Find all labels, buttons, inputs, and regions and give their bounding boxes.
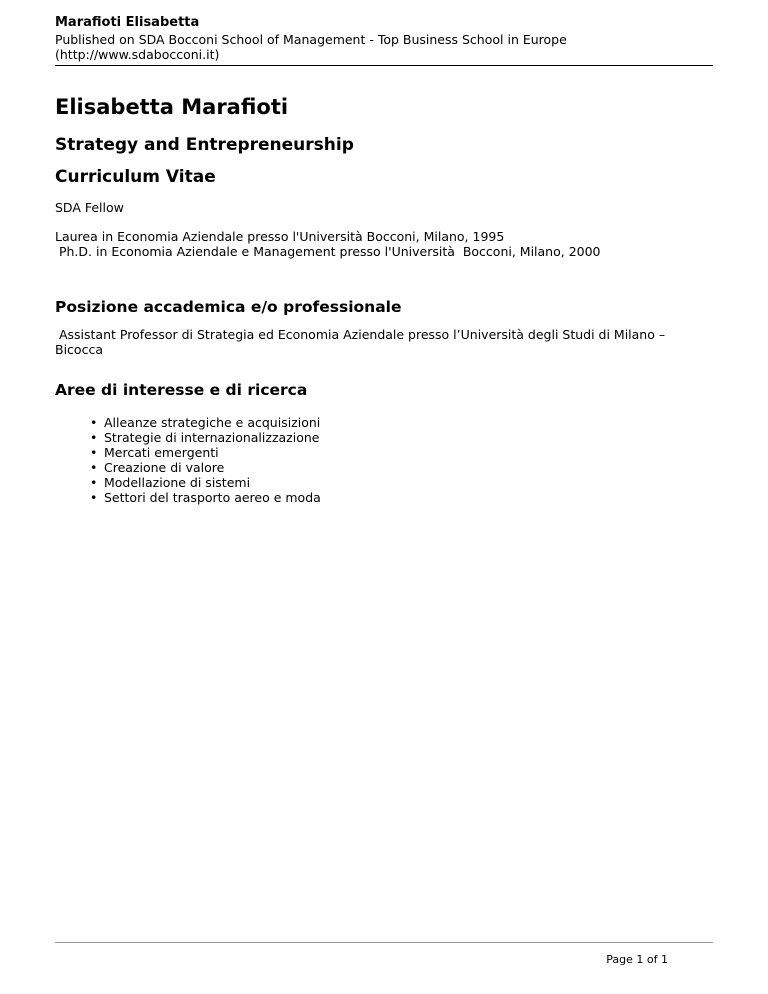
degree-line: Laurea in Economia Aziendale presso l'Università Bocconi, Milano, 1995 xyxy=(55,229,505,244)
position-heading: Posizione accademica e/o professionale xyxy=(55,298,402,316)
list-item-label: Modellazione di sistemi xyxy=(104,475,251,490)
bullet-icon: • xyxy=(90,460,98,475)
position-line: Assistant Professor di Strategia ed Economia Aziendale presso l’Università degli Studi di Milano – xyxy=(55,327,666,342)
page-title: Elisabetta Marafioti xyxy=(55,95,289,119)
list-item xyxy=(55,415,321,430)
list-item-label: Alleanze strategiche e acquisizioni xyxy=(104,415,321,430)
footer-divider xyxy=(55,942,713,943)
list-item-label: Settori del trasporto aereo e moda xyxy=(104,490,321,505)
interests-list xyxy=(55,415,321,505)
list-item xyxy=(55,430,321,445)
list-item-label: Strategie di internazionalizzazione xyxy=(104,430,320,445)
list-item xyxy=(55,490,321,505)
bullet-icon: • xyxy=(90,475,98,490)
interests-heading: Aree di interesse e di ricerca xyxy=(55,381,308,399)
bullet-icon: • xyxy=(90,445,98,460)
list-item-label: Creazione di valore xyxy=(104,460,225,475)
header-name: Marafioti Elisabetta xyxy=(55,15,200,30)
list-item xyxy=(55,475,321,490)
list-item xyxy=(55,460,321,475)
header-divider xyxy=(55,65,713,66)
bullet-icon: • xyxy=(90,430,98,445)
page-number: Page 1 of 1 xyxy=(606,953,668,966)
list-item xyxy=(55,445,321,460)
header-url[interactable]: (http://www.sdabocconi.it) xyxy=(55,47,220,62)
bullet-icon: • xyxy=(90,490,98,505)
degree-line: Ph.D. in Economia Aziendale e Management presso l'Università Bocconi, Milano, 2000 xyxy=(55,244,601,259)
role-text: SDA Fellow xyxy=(55,200,124,215)
header-published-line: Published on SDA Bocconi School of Management - Top Business School in Europe xyxy=(55,32,567,47)
list-item-label: Mercati emergenti xyxy=(104,445,219,460)
position-line: Bicocca xyxy=(55,342,103,357)
department-heading: Strategy and Entrepreneurship xyxy=(55,135,354,155)
bullet-icon: • xyxy=(90,415,98,430)
cv-heading: Curriculum Vitae xyxy=(55,167,216,187)
